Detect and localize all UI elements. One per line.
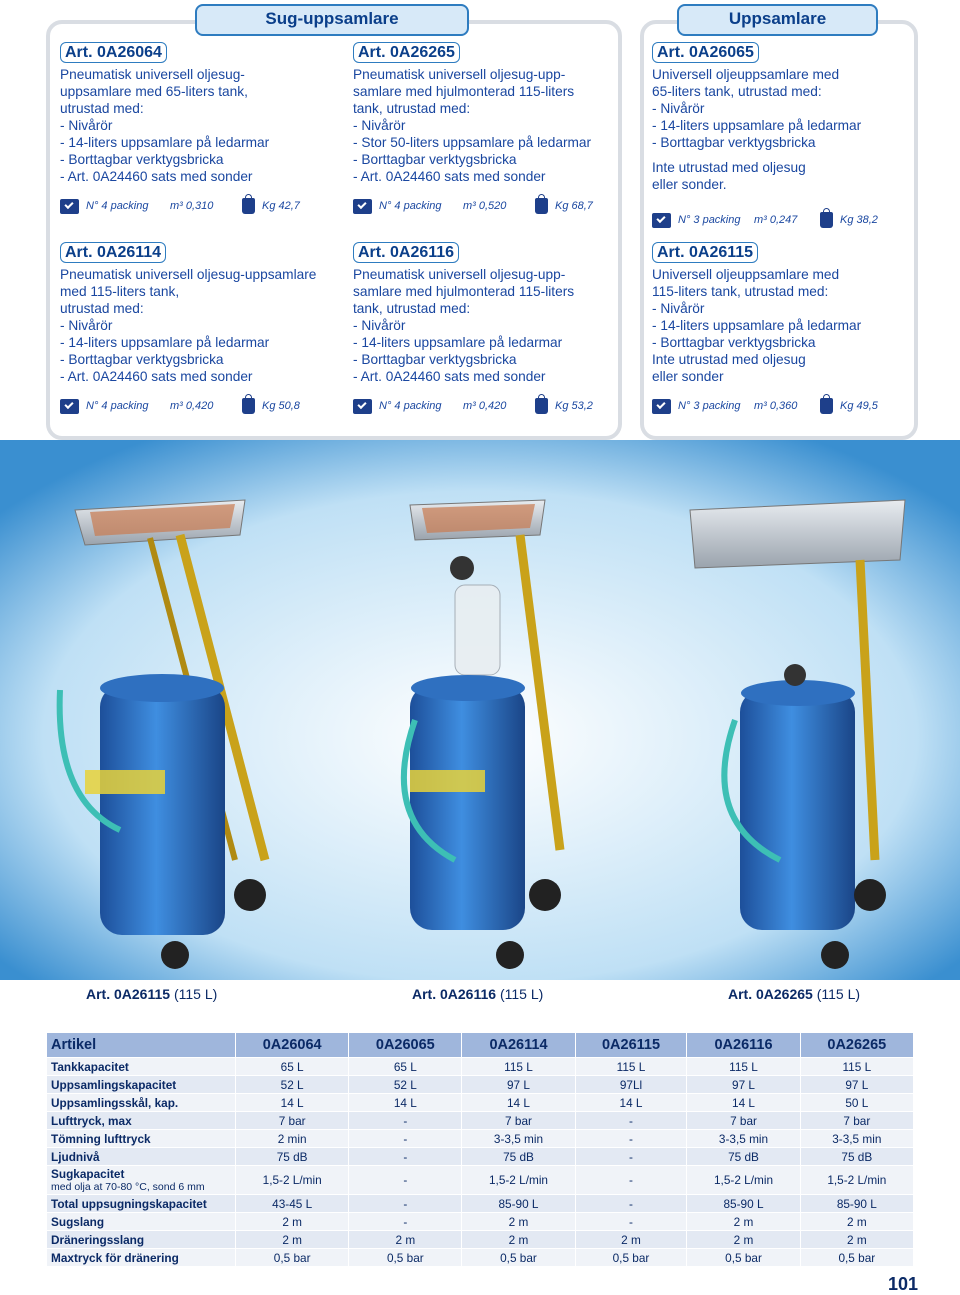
table-cell: 2 m: [462, 1231, 575, 1249]
table-cell: 2 m: [462, 1213, 575, 1231]
table-cell: 2 m: [687, 1231, 800, 1249]
row-label: Total uppsugningskapacitet: [47, 1195, 236, 1213]
packing-info: N° 4 packing m³ 0,520 Kg 68,7: [353, 198, 593, 214]
table-cell: 7 bar: [236, 1112, 349, 1130]
table-cell: 7 bar: [800, 1112, 913, 1130]
product-block-0a26265: [353, 42, 638, 185]
packing-box-icon: [652, 213, 671, 228]
product-block-0a26065: [652, 42, 902, 193]
table-cell: 0,5 bar: [236, 1249, 349, 1267]
table-cell: 75 dB: [800, 1148, 913, 1166]
table-cell: 0,5 bar: [575, 1249, 687, 1267]
table-cell: 3-3,5 min: [687, 1130, 800, 1148]
table-cell: 0,5 bar: [800, 1249, 913, 1267]
table-cell: 43-45 L: [236, 1195, 349, 1213]
table-cell: -: [349, 1148, 462, 1166]
product-description: Universell oljeuppsamlare med 115-liters tank, utrustad med: - Nivårör - 14-liters uppsamlare på ledarmar - Borttagbar verktygsbricka Inte utrustad med oljesug eller sonder: [652, 267, 862, 384]
table-row: [47, 1195, 914, 1213]
table-cell: 0,5 bar: [462, 1249, 575, 1267]
table-cell: 97 L: [687, 1076, 800, 1094]
table-cell: -: [575, 1112, 687, 1130]
specification-table: [46, 1032, 914, 1267]
packing-box-icon: [60, 399, 79, 414]
weight-icon: [242, 398, 255, 414]
product-description: Pneumatisk universell oljesug-upp- samlare med hjulmonterad 115-liters tank, utrustad med: - Nivårör - 14-liters uppsamlare på ledarmar - Borttagbar verktygsbricka - Art. 0A24460 sats med sonder: [353, 267, 575, 384]
row-label: Ljudnivå: [47, 1148, 236, 1166]
table-row: [47, 1231, 914, 1249]
table-row: [47, 1130, 914, 1148]
column-header: 0A26265: [800, 1033, 913, 1058]
article-number: Art. 0A26115: [652, 242, 758, 263]
photo-caption: Art. 0A26116 (115 L): [412, 986, 544, 1002]
column-header: 0A26065: [349, 1033, 462, 1058]
table-cell: 7 bar: [462, 1112, 575, 1130]
table-cell: 115 L: [575, 1058, 687, 1076]
table-cell: 75 dB: [687, 1148, 800, 1166]
table-cell: 75 dB: [462, 1148, 575, 1166]
table-cell: -: [575, 1166, 687, 1195]
article-number: Art. 0A26065: [652, 42, 759, 63]
table-cell: 2 m: [800, 1231, 913, 1249]
table-cell: 85-90 L: [462, 1195, 575, 1213]
column-header: 0A26064: [236, 1033, 349, 1058]
row-label: Lufttryck, max: [47, 1112, 236, 1130]
table-cell: 115 L: [687, 1058, 800, 1076]
table-cell: 14 L: [462, 1094, 575, 1112]
packing-box-icon: [353, 199, 372, 214]
table-cell: 0,5 bar: [349, 1249, 462, 1267]
table-cell: 115 L: [462, 1058, 575, 1076]
product-block-0a26114: [60, 242, 345, 385]
product-block-0a26116: [353, 242, 638, 385]
packing-box-icon: [353, 399, 372, 414]
page-number: 101: [887, 1274, 918, 1294]
table-cell: -: [349, 1213, 462, 1231]
table-row: [47, 1076, 914, 1094]
column-header: 0A26116: [687, 1033, 800, 1058]
row-label: Uppsamlingskapacitet: [47, 1076, 236, 1094]
column-header: 0A26114: [462, 1033, 575, 1058]
packing-info: N° 4 packing m³ 0,420 Kg 53,2: [353, 398, 593, 414]
table-cell: 115 L: [800, 1058, 913, 1076]
table-cell: -: [349, 1166, 462, 1195]
table-cell: -: [349, 1195, 462, 1213]
table-cell: 75 dB: [236, 1148, 349, 1166]
weight-icon: [820, 212, 833, 228]
weight-icon: [535, 198, 548, 214]
row-label: Dräneringsslang: [47, 1231, 236, 1249]
section-header-collector: Uppsamlare: [677, 4, 878, 36]
packing-box-icon: [652, 399, 671, 414]
table-cell: 65 L: [349, 1058, 462, 1076]
table-cell: 2 m: [687, 1213, 800, 1231]
row-label: Sugslang: [47, 1213, 236, 1231]
packing-info: N° 4 packing m³ 0,310 Kg 42,7: [60, 198, 300, 214]
table-cell: 52 L: [236, 1076, 349, 1094]
table-cell: 2 m: [349, 1231, 462, 1249]
table-cell: -: [575, 1148, 687, 1166]
table-cell: -: [575, 1130, 687, 1148]
row-label: Tankkapacitet: [47, 1058, 236, 1076]
table-cell: 14 L: [349, 1094, 462, 1112]
table-row: [47, 1166, 914, 1195]
table-cell: 14 L: [575, 1094, 687, 1112]
packing-box-icon: [60, 199, 79, 214]
article-number: Art. 0A26265: [353, 42, 460, 63]
table-cell: 2 min: [236, 1130, 349, 1148]
product-description: Pneumatisk universell oljesug-uppsamlare med 115-liters tank, utrustad med: - Nivårör - 14-liters uppsamlare på ledarmar - Borttagbar verktygsbricka - Art. 0A24460 sats med sonder: [60, 267, 317, 384]
table-cell: 2 m: [800, 1213, 913, 1231]
row-label: Tömning lufttryck: [47, 1130, 236, 1148]
table-cell: 50 L: [800, 1094, 913, 1112]
table-cell: 1,5-2 L/min: [462, 1166, 575, 1195]
column-header: 0A26115: [575, 1033, 687, 1058]
product-description: Universell oljeuppsamlare med 65-liters tank, utrustad med: - Nivårör - 14-liters uppsamlare på ledarmar - Borttagbar verktygsbricka Inte utrustad med oljesug eller sonder.: [652, 67, 862, 192]
product-description: Pneumatisk universell oljesug- uppsamlare med 65-liters tank, utrustad med: - Nivårör - 14-liters uppsamlare på ledarmar - Borttagbar verktygsbricka - Art. 0A24460 sats med sonder: [60, 67, 270, 184]
table-cell: 85-90 L: [687, 1195, 800, 1213]
packing-info: N° 4 packing m³ 0,420 Kg 50,8: [60, 398, 300, 414]
table-cell: 1,5-2 L/min: [236, 1166, 349, 1195]
photo-caption: Art. 0A26265 (115 L): [728, 986, 861, 1002]
article-number: Art. 0A26114: [60, 242, 166, 263]
table-cell: 52 L: [349, 1076, 462, 1094]
row-label: Uppsamlingsskål, kap.: [47, 1094, 236, 1112]
product-description: Pneumatisk universell oljesug-upp- samlare med hjulmonterad 115-liters tank, utrustad med: - Nivårör - Stor 50-liters uppsamlare på ledarmar - Borttagbar verktygsbricka - Art. 0A24460 sats med sonder: [353, 67, 592, 184]
table-cell: 1,5-2 L/min: [800, 1166, 913, 1195]
table-cell: 97 L: [462, 1076, 575, 1094]
column-header: Artikel: [47, 1033, 236, 1058]
table-row: [47, 1094, 914, 1112]
weight-icon: [535, 398, 548, 414]
table-cell: -: [349, 1130, 462, 1148]
article-number: Art. 0A26064: [60, 42, 167, 63]
product-block-0a26064: [60, 42, 345, 185]
packing-info: N° 3 packing m³ 0,360 Kg 49,5: [652, 398, 878, 414]
table-cell: 2 m: [575, 1231, 687, 1249]
table-cell: 85-90 L: [800, 1195, 913, 1213]
table-row: [47, 1058, 914, 1076]
packing-info: N° 3 packing m³ 0,247 Kg 38,2: [652, 212, 878, 228]
table-cell: 97Ll: [575, 1076, 687, 1094]
table-cell: -: [575, 1213, 687, 1231]
table-cell: 0,5 bar: [687, 1249, 800, 1267]
table-row: [47, 1213, 914, 1231]
section-header-suction: Sug-uppsamlare: [195, 4, 469, 36]
weight-icon: [820, 398, 833, 414]
table-cell: 2 m: [236, 1231, 349, 1249]
table-cell: 14 L: [687, 1094, 800, 1112]
table-cell: 2 m: [236, 1213, 349, 1231]
table-cell: 65 L: [236, 1058, 349, 1076]
row-label: Sugkapacitet med olja at 70-80 °C, sond 6 mm: [47, 1166, 236, 1195]
product-block-0a26115: [652, 242, 902, 385]
table-header-row: [47, 1033, 914, 1058]
row-label: Maxtryck för dränering: [47, 1249, 236, 1267]
table-cell: 14 L: [236, 1094, 349, 1112]
table-cell: 3-3,5 min: [800, 1130, 913, 1148]
table-cell: -: [575, 1195, 687, 1213]
table-row: [47, 1249, 914, 1267]
table-cell: 97 L: [800, 1076, 913, 1094]
table-row: [47, 1112, 914, 1130]
table-cell: 7 bar: [687, 1112, 800, 1130]
article-number: Art. 0A26116: [353, 242, 459, 263]
photo-caption: Art. 0A26115 (115 L): [86, 986, 218, 1002]
table-row: [47, 1148, 914, 1166]
product-photo: [0, 440, 960, 980]
table-cell: 1,5-2 L/min: [687, 1166, 800, 1195]
table-cell: -: [349, 1112, 462, 1130]
weight-icon: [242, 198, 255, 214]
table-cell: 3-3,5 min: [462, 1130, 575, 1148]
